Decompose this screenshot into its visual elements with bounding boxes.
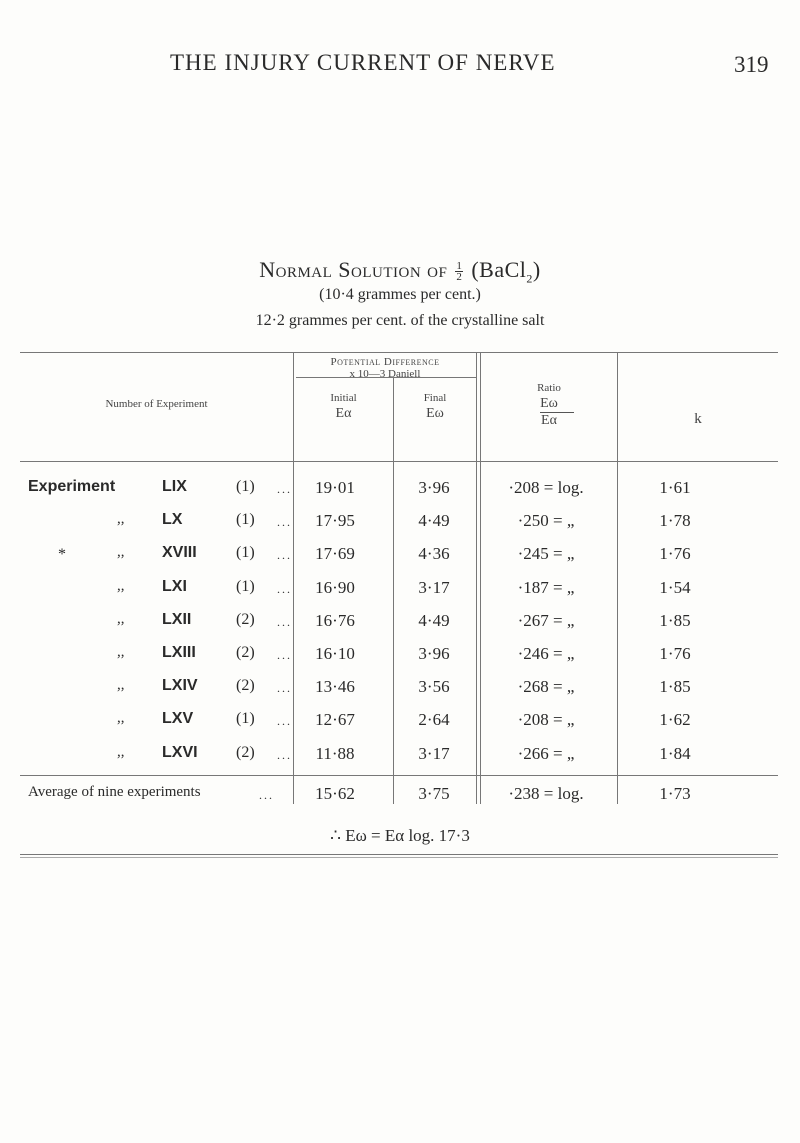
heading-close: ) [532, 257, 541, 282]
experiment-group: (1) [236, 577, 255, 595]
experiment-number: LIX [162, 478, 187, 495]
k-value: 1·84 [659, 743, 691, 763]
header-final-symbol: Eω [426, 406, 444, 421]
header-initial: Initial [330, 392, 357, 404]
k-value: 1·54 [659, 577, 691, 597]
average-initial: 15·62 [315, 784, 355, 803]
ditto-mark: ,, [117, 644, 125, 660]
experiment-group: (1) [236, 544, 255, 562]
ratio-value: ·246 = „ [517, 644, 575, 663]
leader-dots: ... [277, 581, 292, 596]
ditto-mark: ,, [117, 677, 125, 694]
ratio-value: ·250 = „ [517, 511, 575, 531]
heading-text: Normal Solution of [259, 257, 448, 282]
ratio-value: ·266 = „ [517, 743, 575, 763]
header-pd: Potential Difference [330, 356, 440, 368]
initial-value: 12·67 [315, 710, 355, 730]
subtitle-crystalline: 12·2 grammes per cent. of the crystalline salt [255, 312, 545, 329]
footer-equation: ∴ Eω = Eα log. 17·3 [330, 826, 470, 845]
leader-dots: ... [277, 482, 292, 496]
header-initial-symbol: Eα [335, 406, 352, 421]
k-value: 1·76 [659, 644, 691, 663]
ditto-mark: ,, [117, 544, 125, 561]
table-row [0, 578, 800, 602]
initial-value: 19·01 [315, 478, 355, 497]
k-value: 1·78 [659, 511, 691, 531]
table-row [0, 478, 800, 502]
fraction-numerator: 1 [456, 260, 463, 273]
experiment-number: LXV [162, 710, 194, 728]
average-final: 3·75 [418, 784, 450, 803]
initial-value: 16·90 [315, 577, 355, 597]
final-value: 4·36 [418, 544, 450, 564]
ratio-value: ·208 = „ [517, 710, 575, 730]
final-value: 3·56 [418, 677, 450, 697]
leader-dots: ... [277, 548, 292, 563]
ditto-mark: ,, [117, 710, 125, 727]
header-ratio-numerator: Eω [540, 396, 558, 411]
k-value: 1·85 [659, 677, 691, 697]
experiment-number: LXIV [162, 677, 198, 695]
table-row [0, 544, 800, 568]
header-pd-unit: x 10—3 Daniell [349, 368, 421, 380]
average-row [0, 784, 800, 808]
header-ratio-denominator: Eα [541, 413, 557, 428]
table-top-rule [20, 352, 778, 353]
final-value: 3·96 [418, 644, 450, 663]
header-ratio: Ratio [537, 382, 561, 394]
page-number: 319 [734, 52, 769, 77]
experiment-number: XVIII [162, 544, 197, 562]
final-value: 2·64 [418, 710, 450, 730]
running-title: THE INJURY CURRENT OF NERVE [170, 50, 556, 75]
heading-fraction [455, 261, 463, 282]
experiment-number: LX [162, 511, 183, 529]
table-row [0, 710, 800, 734]
header-number: Number of Experiment [105, 398, 208, 410]
experiment-number: LXI [162, 577, 187, 595]
experiment-group: (1) [236, 478, 255, 495]
initial-value: 17·69 [315, 544, 355, 564]
header-k: k [694, 411, 702, 427]
average-label: Average of nine experiments [28, 784, 201, 800]
table-row [0, 744, 800, 768]
table-end-rule-2 [20, 857, 778, 858]
body-bottom-rule [20, 775, 778, 776]
ditto-mark: ,, [117, 743, 125, 760]
average-k: 1·73 [659, 784, 691, 803]
ratio-value: ·187 = „ [517, 577, 575, 597]
ditto-mark: ,, [117, 577, 125, 594]
fraction-denominator: 2 [456, 271, 463, 284]
k-value: 1·62 [659, 710, 691, 730]
ratio-value: ·245 = „ [517, 544, 575, 564]
leader-dots: ... [277, 515, 292, 530]
k-value: 1·76 [659, 544, 691, 564]
table-row [0, 611, 800, 635]
heading-subscript: 2 [526, 271, 533, 286]
ditto-mark: ,, [117, 511, 125, 528]
ratio-value: ·268 = „ [517, 677, 575, 697]
experiment-number: LXVI [162, 743, 198, 761]
final-value: 4·49 [418, 610, 450, 630]
final-value: 4·49 [418, 511, 450, 531]
experiment-group: (2) [236, 677, 255, 695]
table-end-rule [20, 854, 778, 855]
experiment-number: LXII [162, 610, 192, 628]
experiment-group: (1) [236, 511, 255, 529]
subtitle-concentration: (10·4 grammes per cent.) [319, 286, 481, 303]
experiment-group: (2) [236, 743, 255, 761]
experiment-group: (2) [236, 610, 255, 628]
final-value: 3·96 [418, 478, 450, 497]
initial-value: 13·46 [315, 677, 355, 697]
experiment-label: Experiment [28, 478, 116, 495]
k-value: 1·61 [659, 478, 691, 497]
experiment-group: (2) [236, 644, 255, 661]
star-marker: * [58, 546, 66, 564]
k-value: 1·85 [659, 610, 691, 630]
table-row [0, 677, 800, 701]
initial-value: 11·88 [315, 743, 355, 763]
ditto-mark: ,, [117, 610, 125, 627]
table-heading [0, 257, 800, 286]
header-final: Final [423, 392, 447, 404]
heading-formula: (BaCl [471, 257, 527, 282]
final-value: 3·17 [418, 743, 450, 763]
header-bottom-rule [20, 461, 778, 462]
average-dots: ... [259, 788, 274, 802]
leader-dots: ... [277, 714, 292, 729]
table-row [0, 511, 800, 535]
initial-value: 17·95 [315, 511, 355, 531]
average-ratio: ·238 = log. [508, 784, 584, 803]
leader-dots: ... [277, 681, 292, 696]
leader-dots: ... [277, 614, 292, 629]
ratio-value: ·208 = log. [508, 478, 584, 497]
initial-value: 16·76 [315, 610, 355, 630]
initial-value: 16·10 [315, 644, 355, 663]
leader-dots: ... [277, 648, 292, 662]
table-row [0, 644, 800, 668]
experiment-number: LXIII [162, 644, 196, 661]
ratio-value: ·267 = „ [517, 610, 575, 630]
leader-dots: ... [277, 747, 292, 762]
experiment-group: (1) [236, 710, 255, 728]
final-value: 3·17 [418, 577, 450, 597]
